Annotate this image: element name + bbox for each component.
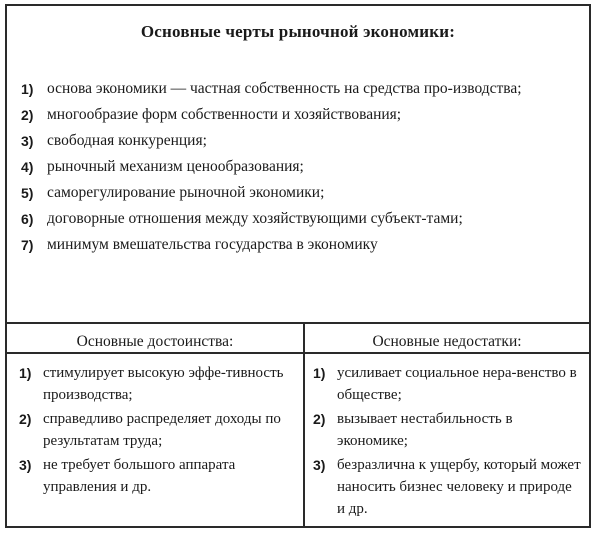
list-item	[21, 104, 581, 126]
item-text: справедливо распределяет доходы по результатам труда;	[43, 411, 281, 449]
advantages-list	[19, 362, 297, 500]
item-text: договорные отношения между хозяйствующими субъект-тами;	[47, 210, 463, 227]
item-text: основа экономики — частная собственность на средства про-изводства;	[47, 80, 522, 97]
item-text: безразлична к ущербу, который может наносить бизнес человеку и природе и др.	[337, 457, 581, 517]
item-text: многообразие форм собственности и хозяйствования;	[47, 106, 402, 123]
item-number: 3)	[313, 457, 326, 473]
item-number: 1)	[313, 365, 326, 381]
section-divider	[7, 322, 589, 324]
item-text: вызывает нестабильность в экономике;	[337, 411, 513, 449]
item-number: 1)	[19, 365, 32, 381]
list-item	[21, 156, 581, 178]
item-text: саморегулирование рыночной экономики;	[47, 184, 325, 201]
item-number: 2)	[21, 107, 34, 123]
item-text: минимум вмешательства государства в экономику	[47, 236, 378, 253]
item-number: 3)	[19, 457, 32, 473]
advantages-heading: Основные достоинства:	[76, 333, 234, 350]
list-item	[21, 78, 581, 100]
list-item	[21, 182, 581, 204]
header-divider	[7, 352, 589, 354]
item-text: стимулирует высокую эффе-тивность производства;	[43, 365, 284, 403]
column-divider	[303, 322, 305, 526]
list-item	[313, 408, 581, 452]
table-frame	[5, 4, 591, 528]
item-number: 6)	[21, 211, 34, 227]
list-item	[313, 454, 581, 520]
item-number: 2)	[313, 411, 326, 427]
item-text: свободная конкуренция;	[47, 132, 207, 149]
features-list	[21, 78, 581, 260]
list-item	[19, 362, 297, 406]
item-number: 2)	[19, 411, 32, 427]
disadvantages-heading: Основные недостатки:	[372, 333, 522, 350]
item-text: рыночный механизм ценообразования;	[47, 158, 304, 175]
item-text: не требует большого аппарата управления и др.	[43, 457, 236, 495]
item-number: 5)	[21, 185, 34, 201]
item-text: усиливает социальное нера-венство в обществе;	[337, 365, 577, 403]
item-number: 7)	[21, 237, 34, 253]
item-number: 3)	[21, 133, 34, 149]
disadvantages-list	[313, 362, 581, 522]
list-item	[21, 208, 581, 230]
list-item	[19, 454, 297, 498]
item-number: 4)	[21, 159, 34, 175]
list-item	[21, 130, 581, 152]
list-item	[21, 234, 581, 256]
item-number: 1)	[21, 81, 34, 97]
list-item	[313, 362, 581, 406]
list-item	[19, 408, 297, 452]
table-title: Основные черты рыночной экономики:	[140, 22, 456, 41]
